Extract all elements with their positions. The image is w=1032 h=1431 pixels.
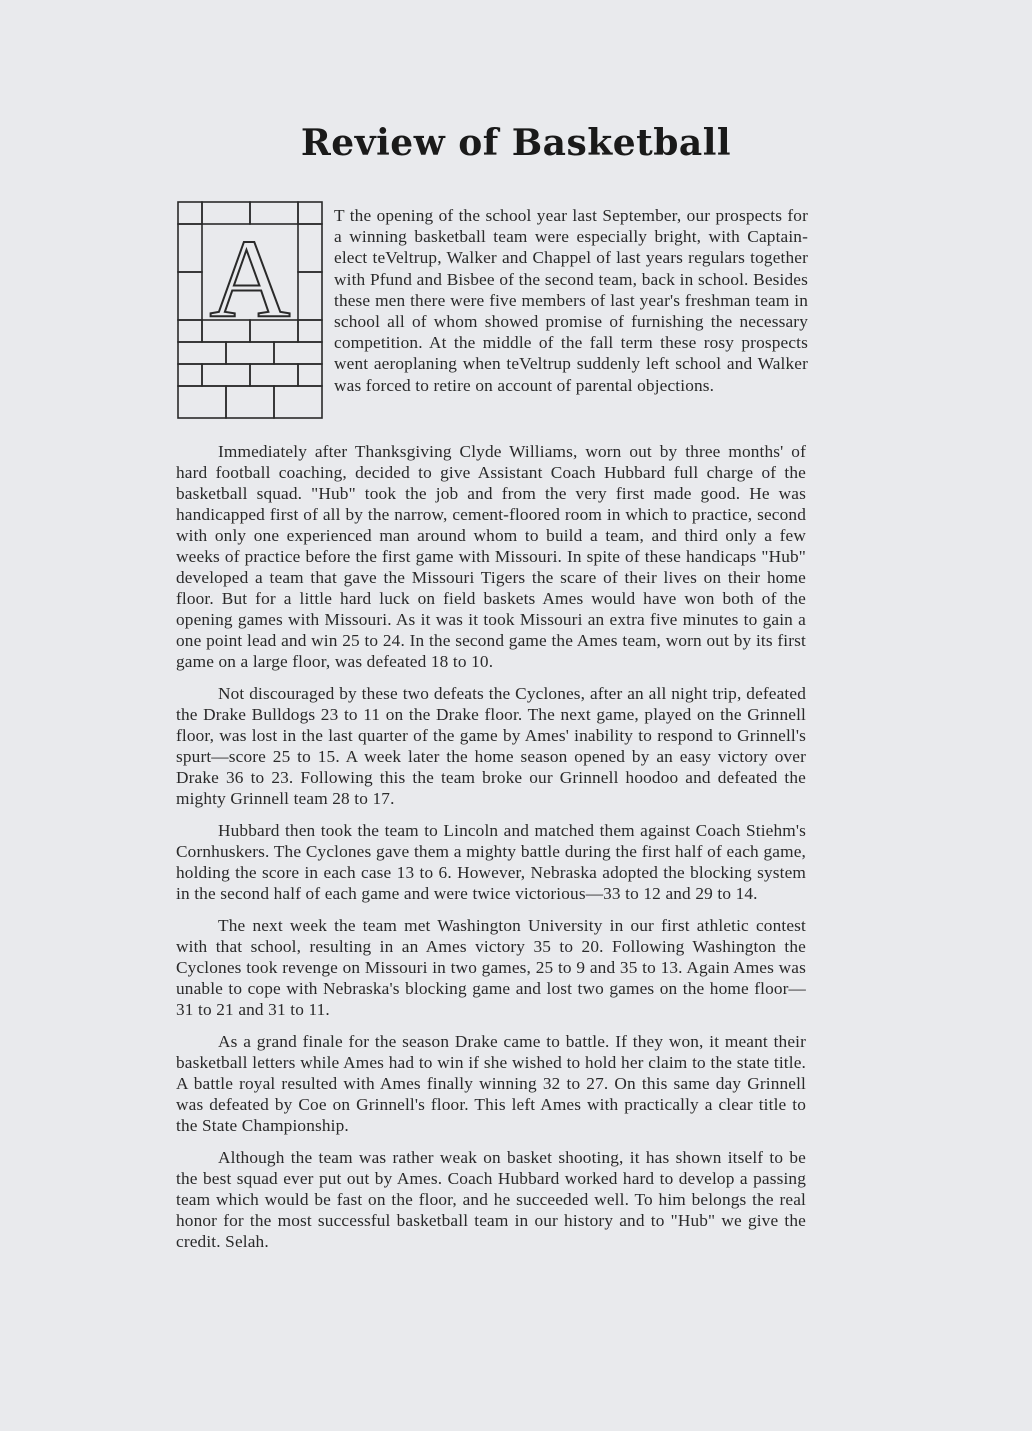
paragraph: As a grand finale for the season Drake came to battle. If they won, it meant their basketball letters while Ames had to win if she wished to hold her claim to the state title. A battle royal resulted with Ames finally winning 32 to 27. On this same day Grinnell was defeated by Coe on Grinnell's floor. This left Ames with practically a clear title to the State Championship. bbox=[176, 1032, 806, 1135]
drop-cap-letter bbox=[176, 200, 324, 420]
paragraph: Not discouraged by these two defeats the Cyclones, after an all night trip, defeated the Drake Bulldogs 23 to 11 on the Drake floor. The next game, played on the Grinnell floor, was lost in the last quarter of the game by Ames' inability to respond to Grinnell's spurt—score 25 to 15. A week later the home season opened by an easy victory over Drake 36 to 23. Following this the team broke our Grinnell hoodoo and defeated the mighty Grinnell team 28 to 17. bbox=[176, 684, 806, 808]
drop-cap-brick-frame bbox=[176, 200, 324, 420]
paragraph: The next week the team met Washington University in our first athletic contest with that school, resulting in an Ames victory 35 to 20. Following Washington the Cyclones took revenge on Missouri in two games, 25 to 9 and 35 to 13. Again Ames was unable to cope with Nebraska's blocking game and lost two games on the home floor—31 to 21 and 31 to 11. bbox=[176, 916, 806, 1019]
paragraph: Immediately after Thanksgiving Clyde Williams, worn out by three months' of hard football coaching, decided to give Assistant Coach Hubbard full charge of the basketball squad. "Hub" took the job and from the very first made good. He was handicapped first of all by the narrow, cement-floored room in which to practice, second with only one experienced man around whom to build a team, and third only a few weeks of practice before the first game with Missouri. In spite of these handicaps "Hub" developed a team that gave the Missouri Tigers the scare of their lives on their home floor. But for a little hard luck on field baskets Ames would have won both of the opening games with Missouri. As it was it took Missouri an extra five minutes to gain a one point lead and win 25 to 24. In the second game the Ames team, worn out by its first game on a large floor, was defeated 18 to 10. bbox=[176, 442, 806, 671]
intro-paragraph: T the opening of the school year last September, our prospects for a winning basketball team were especially bright, with Captain-elect teVeltrup, Walker and Chappel of last years regulars together with Pfund and Bisbee of the second team, back in school. Besides these men there were five members of last year's freshman team in school all of whom showed promise of furnishing the necessary competition. At the middle of the fall term these rosy prospects went aeroplaning when teVeltrup suddenly left school and Walker was forced to retire on account of parental objections. bbox=[334, 206, 808, 395]
svg-text:A: A bbox=[209, 217, 291, 341]
paragraph: Although the team was rather weak on basket shooting, it has shown itself to be the best squad ever put out by Ames. Coach Hubbard worked hard to develop a passing team which would be fast on the floor, and he succeeded well. To him belongs the real honor for the most successful basketball team in our history and to "Hub" we give the credit. Selah. bbox=[176, 1148, 806, 1251]
body-text bbox=[176, 441, 806, 1252]
page-title: Review of Basketball bbox=[300, 122, 732, 164]
paragraph: Hubbard then took the team to Lincoln and matched them against Coach Stiehm's Cornhuskers. The Cyclones gave them a mighty battle during the first half of each game, holding the score in each case 13 to 6. However, Nebraska adopted the blocking system in the second half of each game and were twice victorious—33 to 12 and 29 to 14. bbox=[176, 821, 806, 903]
